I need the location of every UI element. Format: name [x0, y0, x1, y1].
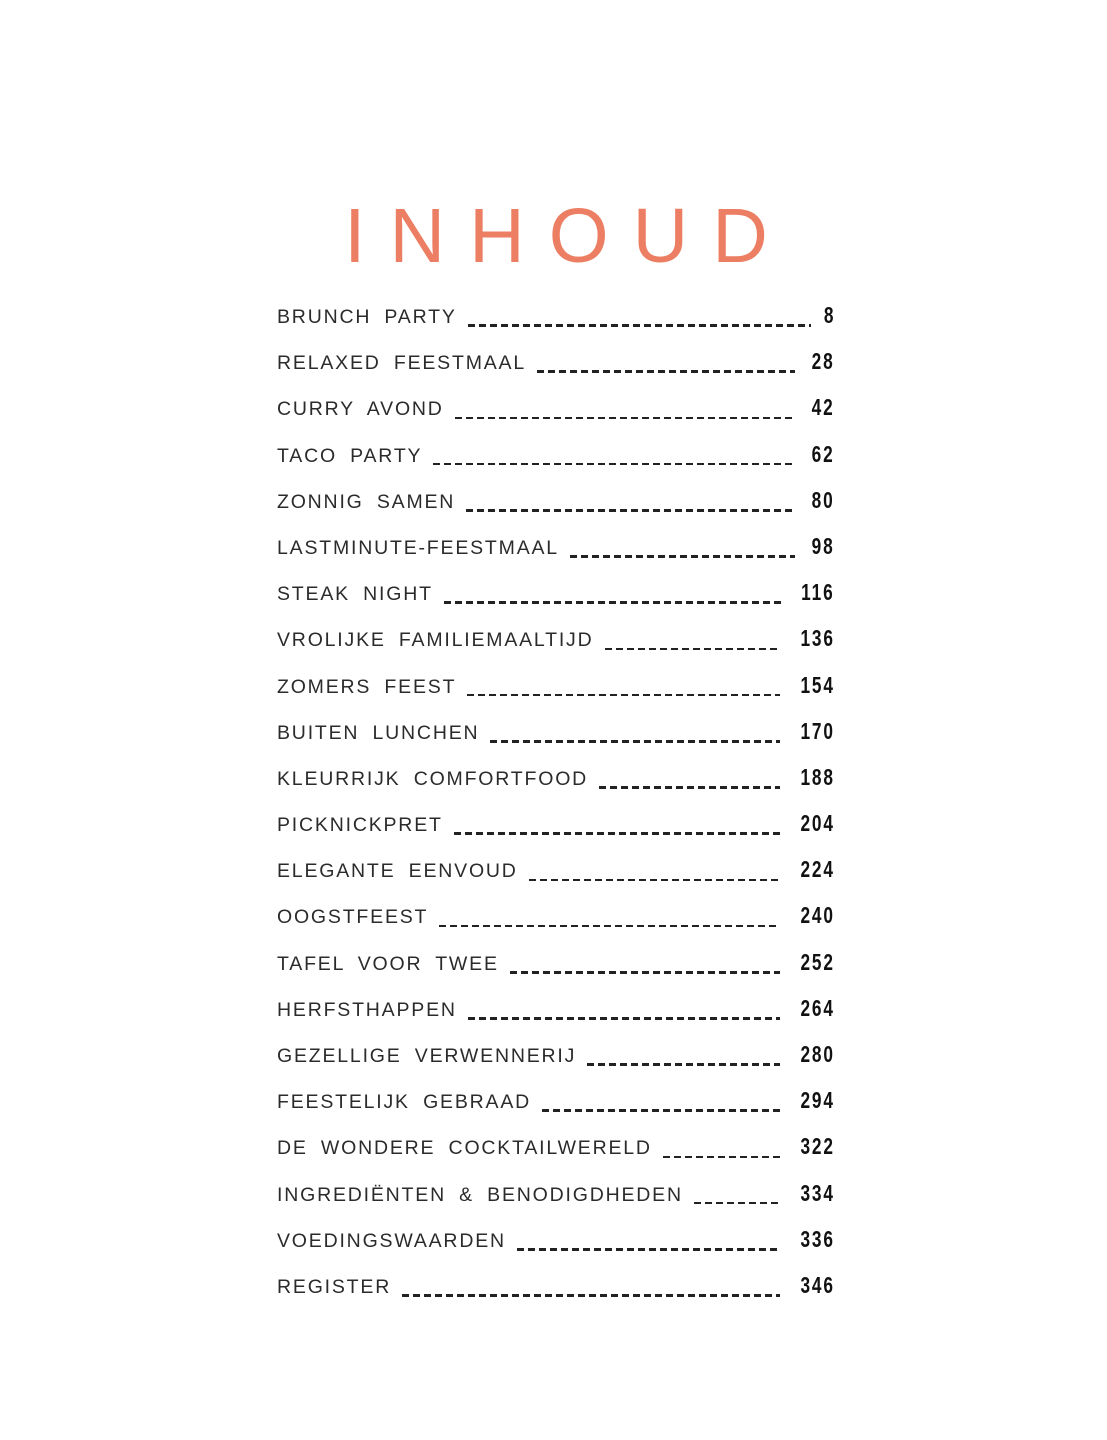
toc-entry-label: FEESTELIJK GEBRAAD	[277, 1091, 532, 1114]
toc-entry-page-number: 322	[800, 1133, 835, 1160]
toc-entry[interactable]	[277, 487, 835, 533]
toc-entry-page-number: 80	[812, 486, 835, 513]
dotted-leader	[542, 1109, 780, 1112]
toc-entry-label: HERFSTHAPPEN	[277, 998, 457, 1021]
toc-entry[interactable]	[277, 348, 835, 394]
dotted-leader	[663, 1156, 780, 1159]
toc-entry-label: STEAK NIGHT	[277, 583, 433, 606]
toc-entry-page-number: 8	[823, 302, 835, 328]
toc-entry-label: VROLIJKE FAMILIEMAALTIJD	[277, 629, 594, 652]
toc-entry[interactable]	[277, 533, 835, 579]
dotted-leader	[605, 648, 781, 651]
toc-entry-label: ELEGANTE EENVOUD	[277, 860, 518, 883]
toc-entry-label: RELAXED FEESTMAAL	[277, 352, 526, 375]
page-title-text: INHOUD	[344, 193, 792, 279]
dotted-leader	[468, 1017, 780, 1020]
toc-entry[interactable]	[277, 718, 835, 764]
toc-entry-page-number: 280	[800, 1041, 835, 1067]
dotted-leader	[694, 1202, 780, 1205]
toc-entry-label: CURRY AVOND	[277, 398, 444, 421]
toc-entry-page-number: 240	[800, 902, 835, 929]
dotted-leader	[517, 1248, 780, 1251]
toc-entry-page-number: 98	[812, 532, 835, 559]
toc-entry-page-number: 188	[800, 763, 835, 790]
toc-entry-label: ZOMERS FEEST	[277, 675, 457, 698]
dotted-leader	[599, 786, 780, 789]
toc-entry-label: LASTMINUTE-FEESTMAAL	[277, 536, 559, 559]
toc-entry[interactable]	[277, 672, 835, 718]
toc-entry[interactable]	[277, 1133, 835, 1179]
toc-entry-page-number: 346	[800, 1271, 835, 1298]
page-title	[277, 193, 835, 279]
toc-entry-label: PICKNICKPRET	[277, 814, 443, 837]
toc-entry[interactable]	[277, 1226, 835, 1272]
toc-entry[interactable]	[277, 394, 835, 440]
toc-entry-page-number: 136	[800, 625, 835, 652]
dotted-leader	[444, 601, 782, 604]
toc-entry-page-number: 116	[801, 579, 835, 606]
toc-entry-label: INGREDIËNTEN & BENODIGDHEDEN	[277, 1183, 683, 1206]
dotted-leader	[537, 370, 795, 373]
dotted-leader	[454, 832, 780, 835]
toc-entry[interactable]	[277, 856, 835, 902]
toc-entry-page-number: 28	[812, 348, 835, 375]
toc-entry[interactable]	[277, 302, 835, 348]
toc-entry-page-number: 294	[800, 1087, 835, 1114]
toc-entry-page-number: 154	[800, 671, 835, 698]
toc-entry-page-number: 170	[800, 717, 835, 744]
dotted-leader	[439, 925, 780, 928]
toc-entry[interactable]	[277, 810, 835, 856]
toc-entry-label: VOEDINGSWAARDEN	[277, 1229, 506, 1252]
toc-entry[interactable]	[277, 579, 835, 625]
toc-entry-label: ZONNIG SAMEN	[277, 490, 456, 513]
toc-entry-label: TAFEL VOOR TWEE	[277, 952, 499, 975]
toc-list	[277, 302, 835, 1318]
toc-entry[interactable]	[277, 902, 835, 948]
toc-entry-label: OOGSTFEEST	[277, 906, 429, 929]
toc-entry-page-number: 62	[812, 440, 835, 467]
dotted-leader	[467, 694, 780, 697]
toc-entry-page-number: 252	[800, 948, 835, 975]
dotted-leader	[466, 509, 795, 512]
dotted-leader	[433, 463, 795, 466]
toc-entry[interactable]	[277, 764, 835, 810]
dotted-leader	[455, 417, 796, 420]
toc-entry[interactable]	[277, 1272, 835, 1318]
dotted-leader	[468, 324, 811, 327]
toc-entry-label: DE WONDERE COCKTAILWERELD	[277, 1137, 652, 1160]
toc-entry-page-number: 334	[800, 1179, 835, 1206]
toc-entry-label: BUITEN LUNCHEN	[277, 721, 480, 744]
dotted-leader	[510, 971, 780, 974]
toc-entry[interactable]	[277, 1041, 835, 1087]
toc-entry-label: BRUNCH PARTY	[277, 306, 457, 328]
toc-entry-page-number: 264	[800, 994, 835, 1021]
toc-entry-label: KLEURRIJK COMFORTFOOD	[277, 767, 589, 790]
toc-entry-label: REGISTER	[277, 1275, 392, 1298]
dotted-leader	[490, 740, 780, 743]
dotted-leader	[402, 1294, 780, 1297]
toc-entry[interactable]	[277, 1087, 835, 1133]
toc-entry[interactable]	[277, 995, 835, 1041]
toc-entry-label: GEZELLIGE VERWENNERIJ	[277, 1045, 577, 1067]
toc-entry[interactable]	[277, 441, 835, 487]
toc-entry-page-number: 336	[800, 1225, 835, 1252]
toc-entry-page-number: 204	[800, 810, 835, 837]
toc-entry-label: TACO PARTY	[277, 444, 423, 467]
dotted-leader	[570, 555, 795, 558]
toc-entry[interactable]	[277, 1180, 835, 1226]
toc-entry[interactable]	[277, 949, 835, 995]
toc-entry-page-number: 42	[812, 394, 835, 421]
toc-entry-page-number: 224	[800, 856, 835, 883]
dotted-leader	[587, 1063, 780, 1066]
dotted-leader	[529, 879, 780, 882]
toc-entry[interactable]	[277, 625, 835, 671]
